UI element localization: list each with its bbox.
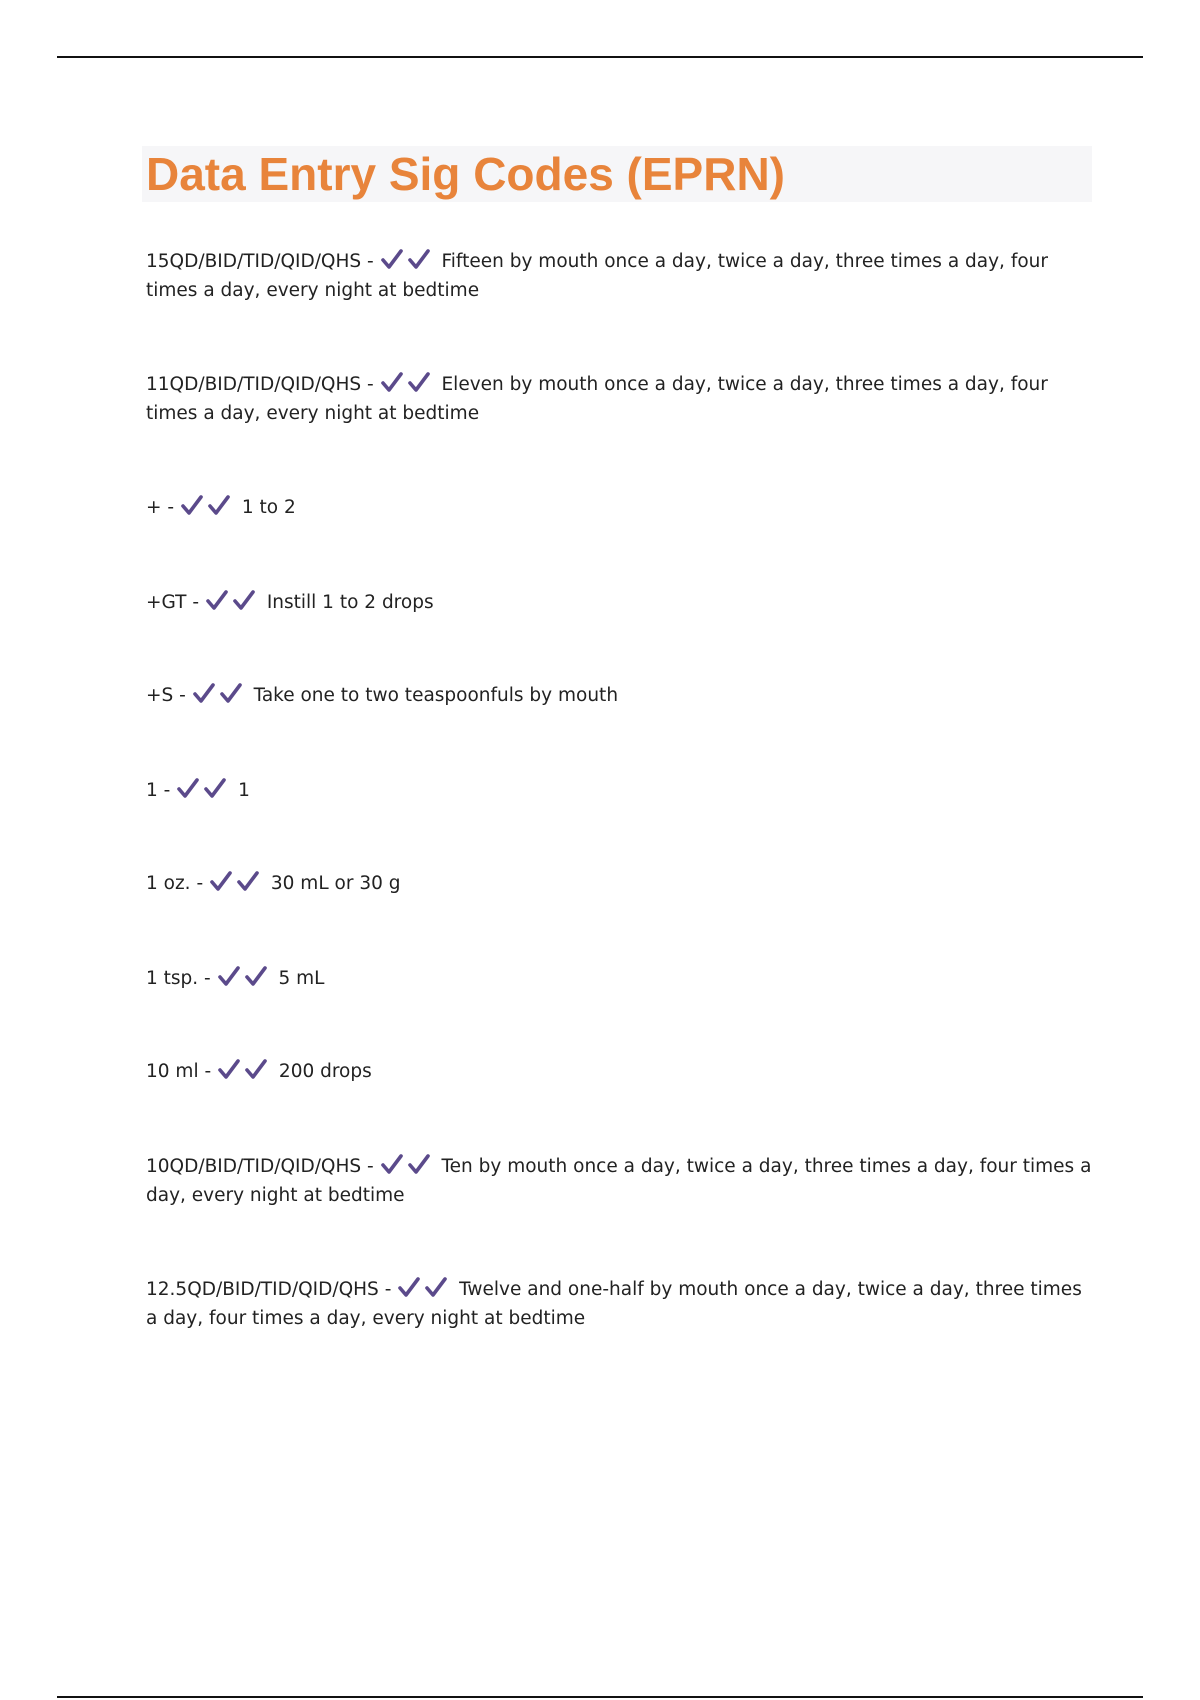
sig-code-definition: Twelve and one-half by mouth once a day, twice a day, three times a day, four times a day, every night at bedtime xyxy=(146,1279,1082,1329)
checkmarks xyxy=(209,873,269,894)
sig-code-term: 1 xyxy=(146,780,158,801)
list-item xyxy=(146,964,1094,993)
checkmarks xyxy=(380,1156,440,1177)
checkmarks xyxy=(205,592,265,613)
list-item xyxy=(146,493,1094,522)
list-item xyxy=(146,1152,1094,1210)
check-icon xyxy=(397,1276,421,1298)
checkmarks xyxy=(397,1279,457,1300)
sig-code-term: + xyxy=(146,497,162,518)
sig-code-term: +S xyxy=(146,685,174,706)
checkmarks xyxy=(192,685,252,706)
sig-code-term: 11QD/BID/TID/QID/QHS xyxy=(146,374,362,395)
sig-code-definition: Ten by mouth once a day, twice a day, three times a day, four times a day, every night at bedtime xyxy=(146,1156,1092,1206)
check-icon xyxy=(380,371,404,393)
sig-code-term: +GT xyxy=(146,592,187,613)
check-icon xyxy=(244,1058,268,1080)
checkmarks xyxy=(176,780,236,801)
check-icon xyxy=(407,1153,431,1175)
separator: - xyxy=(190,873,209,894)
list-item xyxy=(146,588,1094,617)
sig-code-definition: 1 to 2 xyxy=(241,497,296,518)
checkmarks xyxy=(380,251,440,272)
separator: - xyxy=(378,1279,398,1300)
sig-code-definition: Eleven by mouth once a day, twice a day, three times a day, four times a day, every night at bedtime xyxy=(146,374,1048,424)
check-icon xyxy=(217,965,241,987)
check-icon xyxy=(407,248,431,270)
list-item xyxy=(146,247,1094,305)
sig-code-definition: 1 xyxy=(238,780,250,801)
check-icon xyxy=(217,1058,241,1080)
list-item xyxy=(146,776,1094,805)
check-icon xyxy=(244,965,268,987)
check-icon xyxy=(232,589,256,611)
checkmarks xyxy=(217,1061,277,1082)
check-icon xyxy=(180,494,204,516)
sig-code-term: 10 ml xyxy=(146,1061,199,1082)
check-icon xyxy=(176,777,200,799)
sig-code-term: 10QD/BID/TID/QID/QHS xyxy=(146,1156,362,1177)
check-icon xyxy=(203,777,227,799)
sig-code-definition: Fifteen by mouth once a day, twice a day, three times a day, four times a day, every night at bedtime xyxy=(146,251,1048,301)
top-rule xyxy=(57,56,1143,58)
separator: - xyxy=(361,374,380,395)
check-icon xyxy=(207,494,231,516)
separator: - xyxy=(186,592,205,613)
checkmarks xyxy=(180,497,240,518)
check-icon xyxy=(424,1276,448,1298)
list-item xyxy=(146,1057,1094,1086)
sig-code-term: 1 oz. xyxy=(146,873,191,894)
sig-code-term: 12.5QD/BID/TID/QID/QHS xyxy=(146,1279,379,1300)
sig-code-term: 1 tsp. xyxy=(146,968,199,989)
check-icon xyxy=(205,589,229,611)
separator: - xyxy=(361,251,380,272)
separator: - xyxy=(198,1061,218,1082)
sig-code-term: 15QD/BID/TID/QID/QHS xyxy=(146,251,362,272)
sig-code-definition: 30 mL or 30 g xyxy=(270,873,401,894)
separator: - xyxy=(157,780,177,801)
check-icon xyxy=(209,870,233,892)
sig-code-definition: 5 mL xyxy=(278,968,325,989)
bottom-rule xyxy=(57,1696,1143,1698)
check-icon xyxy=(219,682,243,704)
check-icon xyxy=(380,1153,404,1175)
check-icon xyxy=(236,870,260,892)
check-icon xyxy=(192,682,216,704)
checkmarks xyxy=(217,968,277,989)
list-item xyxy=(146,681,1094,710)
separator: - xyxy=(361,1156,380,1177)
sig-code-definition: 200 drops xyxy=(278,1061,372,1082)
separator: - xyxy=(161,497,180,518)
checkmarks xyxy=(380,374,440,395)
check-icon xyxy=(407,371,431,393)
list-item xyxy=(146,869,1094,898)
sig-code-definition: Instill 1 to 2 drops xyxy=(266,592,434,613)
list-item xyxy=(146,1275,1094,1333)
check-icon xyxy=(380,248,404,270)
page-title: Data Entry Sig Codes (EPRN) xyxy=(146,148,785,200)
separator: - xyxy=(198,968,217,989)
list-item xyxy=(146,370,1094,428)
separator: - xyxy=(173,685,192,706)
sig-code-definition: Take one to two teaspoonfuls by mouth xyxy=(253,685,619,706)
